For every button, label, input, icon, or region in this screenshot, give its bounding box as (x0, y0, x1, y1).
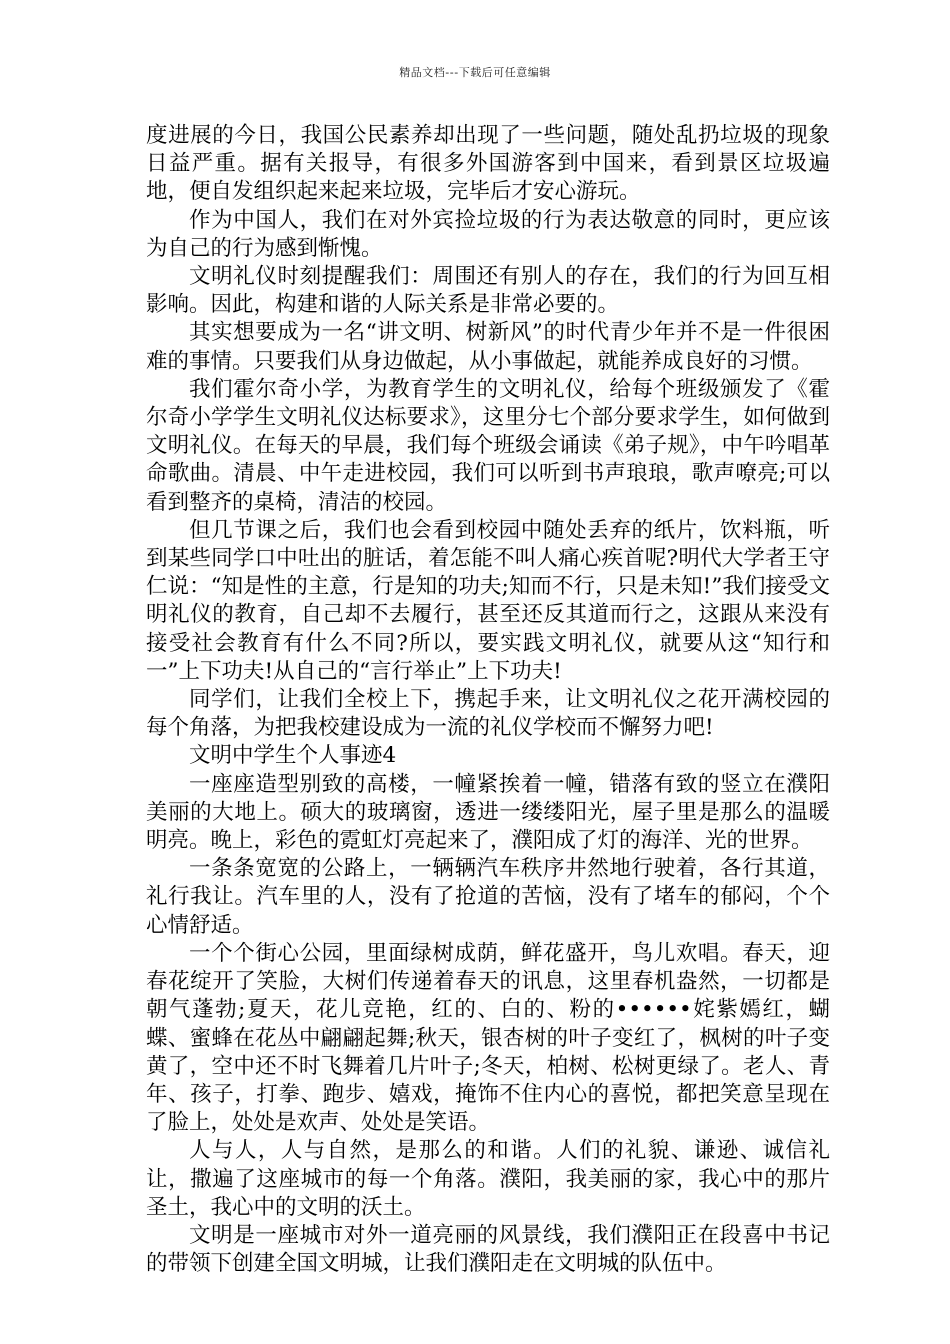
section-heading: 文明中学生个人事迹4 (189, 743, 397, 769)
paragraph: 作为中国人，我们在对外宾捡垃圾的行为表达敬意的同时，更应该为自己的行为感到惭愧。 (146, 207, 830, 261)
paragraph: 文明礼仪时刻提醒我们：周围还有别人的存在，我们的行为回互相影响。因此，构建和谐的人际关系是非常必要的。 (146, 264, 830, 318)
paragraph: 一座座造型别致的高楼，一幢紧挨着一幢，错落有致的竖立在濮阳美丽的大地上。硕大的玻璃窗，透进一缕缕阳光，屋子里是那么的温暖明亮。晚上，彩色的霓虹灯亮起来了，濮阳成了灯的海洋、光的世界。 (146, 771, 830, 854)
paragraph: 文明是一座城市对外一道亮丽的风景线，我们濮阳正在段喜中书记的带领下创建全国文明城，让我们濮阳走在文明城的队伍中。 (146, 1222, 830, 1277)
page-header: 精品文档---下载后可任意编辑 (399, 66, 551, 79)
document-body (146, 122, 830, 1278)
paragraph: 同学们，让我们全校上下，携起手来，让文明礼仪之花开满校园的每个角落，为把我校建设成为一流的礼仪学校而不懈努力吧! (146, 687, 830, 741)
paragraph: 一个个街心公园，里面绿树成荫，鲜花盛开，鸟儿欢唱。春天，迎春花绽开了笑脸，大树们传递着春天的讯息，这里春机盎然，一切都是朝气蓬勃;夏天，花儿竞艳，红的、白的、粉的••••••姹紫嫣红，蝴蝶、蜜蜂在花丛中翩翩起舞;秋天，银杏树的叶子变红了，枫树的叶子变黄了，空中还不时飞舞着几片叶子;冬天，柏树、松树更绿了。老人、青年、孩子，打拳、跑步、嬉戏，掩饰不住内心的喜悦，都把笑意呈现在了脸上，处处是欢声、处处是笑语。 (146, 940, 830, 1136)
paragraph: 度进展的今日，我国公民素养却出现了一些问题，随处乱扔垃圾的现象日益严重。据有关报导，有很多外国游客到中国来，看到景区垃圾遍地，便自发组织起来起来垃圾，完毕后才安心游玩。 (146, 123, 830, 205)
paragraph: 我们霍尔奇小学，为教育学生的文明礼仪，给每个班级颁发了《霍尔奇小学学生文明礼仪达标要求》，这里分七个部分要求学生，如何做到文明礼仪。在每天的早晨，我们每个班级会诵读《弟子规》，中午吟唱革命歌曲。清晨、中午走进校园，我们可以听到书声琅琅，歌声嘹亮;可以看到整齐的桌椅，清洁的校园。 (146, 376, 830, 515)
paragraph: 一条条宽宽的公路上，一辆辆汽车秩序井然地行驶着，各行其道，礼行我让。汽车里的人，没有了抢道的苦恼，没有了堵车的郁闷，个个心情舒适。 (146, 856, 830, 938)
paragraph: 人与人，人与自然，是那么的和谐。人们的礼貌、谦逊、诚信礼让，撒遍了这座城市的每一个角落。濮阳，我美丽的家，我心中的那片圣土，我心中的文明的沃土。 (146, 1138, 830, 1220)
paragraph: 但几节课之后，我们也会看到校园中随处丢弃的纸片，饮料瓶，听到某些同学口中吐出的脏话，着怎能不叫人痛心疾首呢?明代大学者王守仁说：“知是性的主意，行是知的功夫;知而不行，只是未知!”我们接受文明礼仪的教育，自己却不去履行，甚至还反其道而行之，这跟从来没有接受社会教育有什么不同?所以，要实践文明礼仪，就要从这“知行和一”上下功夫!从自己的“言行举止”上下功夫! (146, 517, 830, 684)
paragraph: 其实想要成为一名“讲文明、树新风”的时代青少年并不是一件很困难的事情。只要我们从身边做起，从小事做起，就能养成良好的习惯。 (146, 320, 830, 374)
